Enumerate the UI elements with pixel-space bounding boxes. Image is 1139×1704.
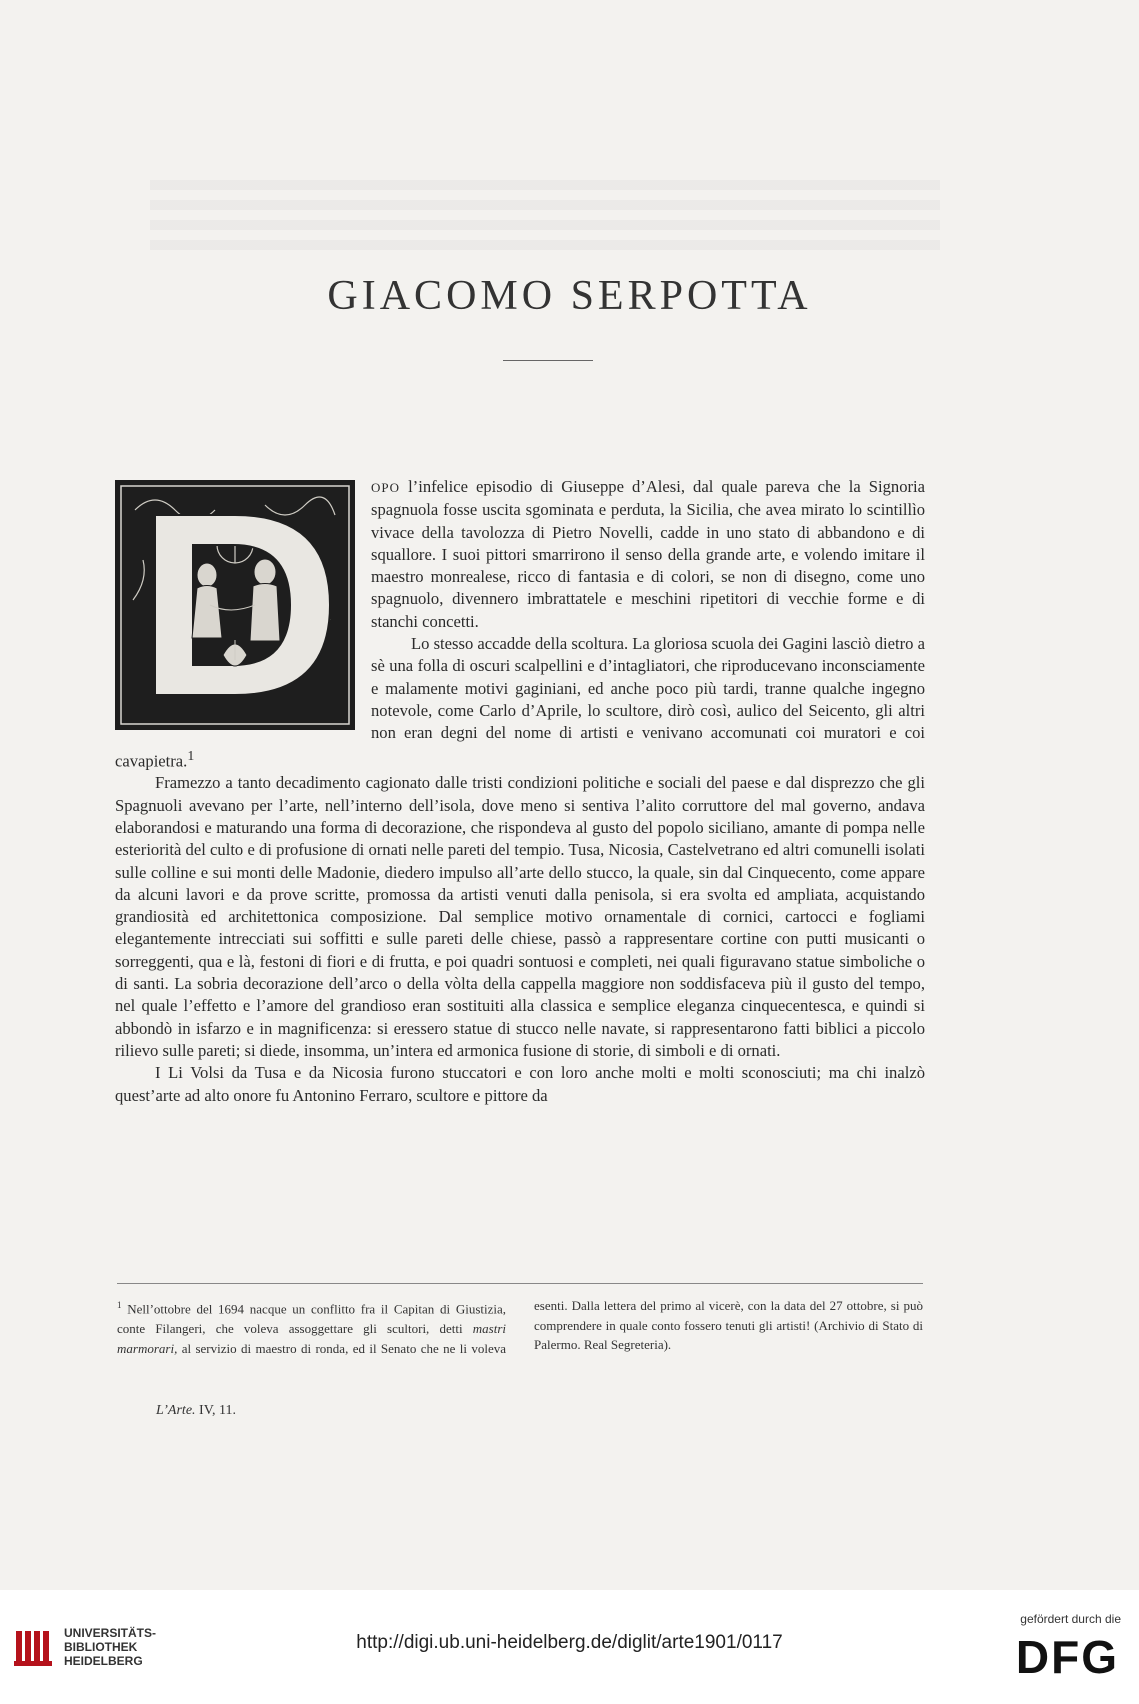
- article-title: GIACOMO SERPOTTA: [327, 273, 812, 319]
- paragraph-3: [115, 772, 925, 1062]
- bleed-through-block: [150, 180, 940, 250]
- dropcap-space: [115, 476, 365, 738]
- page-signature: [156, 1403, 236, 1419]
- title-rule: [503, 360, 593, 361]
- footnote-ref[interactable]: 1: [187, 747, 195, 763]
- dropcap-lead: OPO: [371, 480, 401, 495]
- journal-name: L’Arte.: [156, 1403, 196, 1418]
- paragraph-4-text: I Li Volsi da Tusa e da Nicosia furono stuccatori e con loro anche molti e molti sconosciuti; ma chi inalzò quest’arte ad alto onore fu Antonino Ferraro, scultore e pittore da: [115, 1063, 925, 1105]
- permalink-url[interactable]: http://digi.ub.uni-heidelberg.de/diglit/arte1901/0117: [356, 1632, 783, 1653]
- paragraph-1-text: l’infelice episodio di Giuseppe d’Alesi, dal quale pareva che la Signoria spagnuola fosse uscita sgominata e perduta, la Sicilia, che avea mirato lo scintillìo vivace della tavolozza di Pietro Novelli, cadde in uno stato di abbandono e di squallore. I suoi pittori smarrirono il senso della grande arte, e volendo imitare il maestro monrealese, ricco di fantasia e di colori, se non di disegno, come uno spagnuolo, divennero imbrattatele e meschini ripetitori di vecchie forme e di stanchi concetti.: [371, 477, 925, 631]
- library-line-1: UNIVERSITÄTS-: [64, 1626, 157, 1640]
- footnote-text-after: al servizio di maestro di ronda, ed il Senato che ne li voleva esenti. Dalla lettera del primo al vicerè, con la data del 27 ottobre, si può comprendere in quale conto fossero tenuti gli artisti! (Archivio di Stato di Palermo. Real Segreteria).: [177, 1298, 923, 1356]
- paragraph-2-text: Lo stesso accadde della scoltura. La gloriosa scuola dei Gagini lasciò dietro a sè una folla di oscuri scalpellini e d’intagliatori, che riproducevano inconsciamente e malamente motivi gaginiani, ed anche poco più tardi, tranne qualche ingegno notevole, come Carlo d’Aprile, lo scultore, dirò così, aulico del Seicento, gli altri non eran degni del nome di artisti e venivano accomunati coi muratori e coi cavapietra.: [115, 634, 925, 771]
- footnote-text-before: Nell’ottobre del 1694 nacque un conflitto fra il Capitan di Giustizia, conte Filangeri, che voleva assoggettare gli scultori, detti: [117, 1301, 507, 1336]
- paragraph-4: [115, 1062, 925, 1107]
- library-line-2: BIBLIOTHEK: [64, 1640, 138, 1654]
- footnote-marker: 1: [117, 1300, 122, 1310]
- journal-volume: IV, 11.: [199, 1403, 236, 1418]
- footnote: [117, 1296, 923, 1358]
- footnote-italic: mastri marmorari,: [117, 1320, 506, 1356]
- funder-label: gefördert durch die: [1020, 1612, 1121, 1626]
- paragraph-3-text: Framezzo a tanto decadimento cagionato dalle tristi condizioni politiche e sociali del paese e dal disprezzo che gli Spagnuoli avevano per l’arte, nell’interno dell’isola, dove meno si sentiva l’alito corruttore del mal governo, andava elaborandosi e maturando una forma di decorazione, che rispondeva al gusto del popolo siciliano, amante di pompa nelle esteriorità del culto e di profusione di ornati nelle pareti del tempio. Tusa, Nicosia, Castelvetrano ed altri comunelli isolati sulle colline e sui monti delle Madonie, diedero impulso all’arte dello stucco, la quale, sin dal Cinquecento, come appare da alcuni lavori e da prove scritte, promossa da artisti venuti dalla penisola, si era svolta ed ampliata, acquistando grandiosità ed architettonica composizione. Dal semplice motivo ornamentale di cornici, cartocci e fogliami elegantemente intrecciati sui soffitti e sulle pareti delle chiese, passò a rappresentare cortine con putti musicanti o sorreggenti, qua e là, festoni di fiori e di frutta, e poi quadri sontuosi e completi, nei quali figuravano statue simboliche o di santi. La sobria decorazione dell’arco o della vòlta della cappella maggiore non soddisfaceva più il gusto del tempo, nel quale l’effetto e l’amore del grandioso eran sostituiti alla classica e semplice eleganza cinquecentesca, e quindi si abbondò in isfarzo e in magnificenza: si eressero statue di stucco nelle navate, si rappresentarono fatti biblici a piccolo rilievo sulle pareti; si diede, insomma, un’intera ed armonica fusione di storie, di simboli e di ornati.: [115, 773, 925, 1060]
- article-body: [115, 476, 925, 1107]
- library-line-3: HEIDELBERG: [64, 1654, 143, 1668]
- footnote-rule: [117, 1283, 923, 1284]
- dfg-logo[interactable]: DFG: [1015, 1631, 1119, 1683]
